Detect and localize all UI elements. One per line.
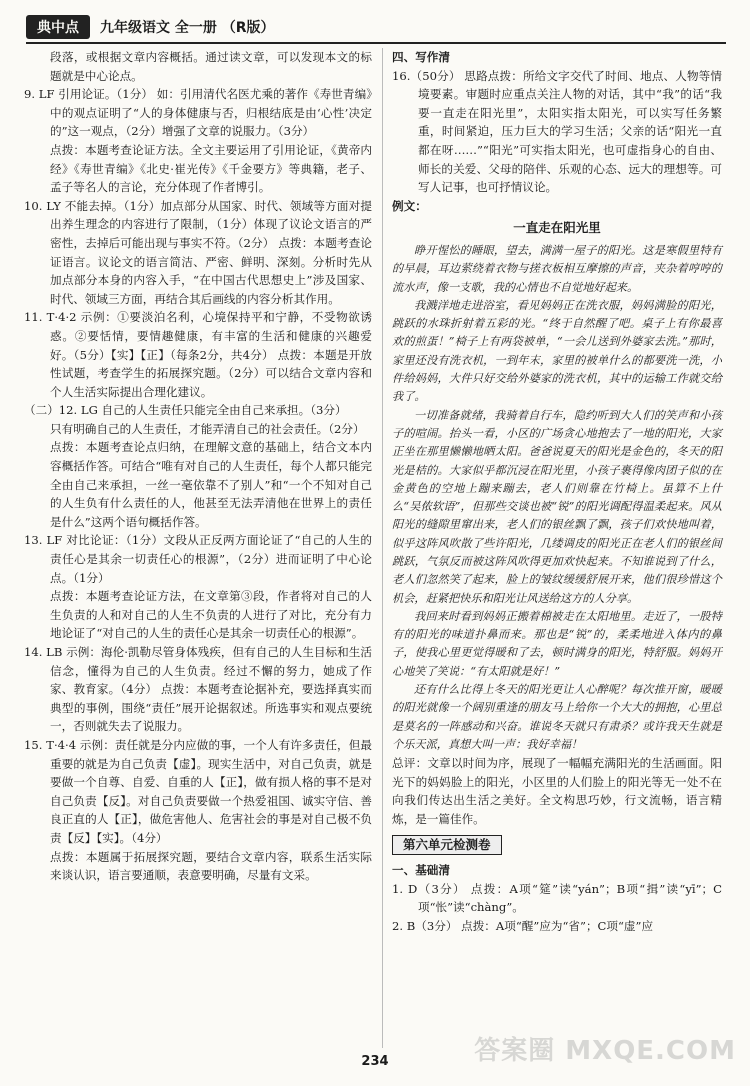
answer-paragraph: 只有明确自己的人生责任，才能弄清自己的社会责任。（2分） — [50, 421, 365, 436]
left-column — [24, 48, 372, 885]
book-title: 九年级语文 全一册 （R版） — [100, 20, 275, 36]
section-heading-writing: 四、写作清 — [392, 50, 450, 64]
answer-paragraph: 点拨：本题考查论证方法。全文主要运用了引用论证，《黄帝内经》《寿世青编》《北史·崔光传》《千金要方》等典籍，老子、孟子等名人的言论，充分体现了作者博引。 — [50, 142, 372, 195]
unit-test-title-text: 第六单元检测卷 — [392, 835, 502, 856]
right-column — [392, 48, 722, 936]
unit-test-title — [392, 835, 722, 856]
essay-paragraph: 我溅洋地走进浴室，看见妈妈正在洗衣服，妈妈满脸的阳光，跳跃的水珠折射着五彩的光。“终于自然醒了吧。桌子上有你最喜欢的煎蛋！”椅子上有两袋被单，“一会儿送到外婆家去洗。”那时，家里还没有洗衣机，一到年末，家里的被单什么的都要洗一洗，小件给妈妈，大件只好交给外婆家的洗衣机，其中的运输工作就交给我了。 — [392, 298, 722, 404]
watermark: 答案圈 MXQE.COM — [474, 1036, 736, 1066]
question-16: 16.（50分） 思路点拨：所给文字交代了时间、地点、人物等情境要素。审题时应重点关注人物的对话，其中“我”的话“我要一直走在阳光里”，太阳实指太阳光，可以实写任务繁重，时间紧迫，压力巨大的学习生活；父亲的话“阳光一直都在呀……”“阳光”可实指太阳光，也可虚指身心的自由、师长的关爱、父母的陪伴、乐观的心态、远大的理想等。可写人记事，也可抒情议论。 — [392, 68, 722, 195]
column-divider — [382, 48, 383, 1048]
answer-paragraph: （二）12. LG 自己的人生责任只能完全由自己来承担。（3分） — [24, 403, 347, 418]
essay-paragraph: 一切准备就绪，我骑着自行车，隐约听到大人们的笑声和小孩子的喧闹。抬头一看，小区的广场贪心地抱去了一地的阳光，大家正坐在那里懒懒地晒太阳。爸爸说夏天的阳光是金色的，冬天的阳光是桔的。大家似乎都沉浸在阳光里，小孩子裹得像肉团子似的在金黄色的空地上蹦来蹦去，老人们则靠在竹椅上。虽算不上什么“吴侬软语”，但那些交谈也被“锐”的阳光调配得温柔起来。风从阳光的缝隙里窜出来，老人们的银丝飘了飘，孩子们欢快地叫着，似乎这阵风吹散了些许阳光，几缕调皮的阳光正在老人们的银丝间跳跃，气氛反而被这阵风吹得更加欢快起来。不知谁说到了什么，老人们忽然笑了起来，脸上的皱纹缓缓舒展开来，他们很珍惜这个机会，赶紧把快乐和阳光让风送给这方的人分享。 — [392, 408, 722, 605]
page-header — [26, 12, 726, 44]
answer-paragraph: 段落，或根据文章内容概括。通过读文章，可以发现本文的标题就是中心论点。 — [50, 50, 372, 83]
answer-paragraph: 11. T·4·2 示例：①要淡泊名利，心境保持平和宁静，不受物欲诱惑。②要恬情，要情趣健康，有丰富的生活和健康的兴趣爱好。（5分）【实】【正】（每条2分，共4分） 点拨：本题是开放性试题，考查学生的拓展探究题。（2分）可以结合文章内容和个人生活实际提出合理化建议。 — [24, 310, 372, 399]
answer-paragraph: 点拨：本题属于拓展探究题，要结合文章内容，联系生活实际来谈认识，语言要通顺，表意要明确，尽量有文采。 — [50, 849, 372, 883]
answer-paragraph: 点拨：本题考查论点归纳，在理解文意的基础上，结合文本内容概括作答。可结合“唯有对自己的人生责任，每个人都只能完全由自己来承担，一丝一毫依靠不了别人”和“一个不知对自己的人生负有什么责任的人，他甚至无法弄清他在世界上的责任是什么”这两个语句概括作答。 — [50, 440, 372, 529]
basic-question-1: 1. D（3分） 点拨：A项“筵”读“yán”；B项“揖”读“yī”；C项“怅”读“chàng”。 — [392, 881, 722, 915]
essay-body — [392, 242, 722, 754]
answer-paragraph: 13. LF 对比论证：（1分）文段从正反两方面论证了“自己的人生的责任心是其余一切责任心的根源”，（2分）进而证明了中心论点。（1分） — [24, 533, 372, 585]
essay-paragraph: 还有什么比得上冬天的阳光更让人心醉呢？每次推开窗，暖暖的阳光就像一个阔别重逢的朋友马上给你一个大大的拥抱，心里总是莫名的一阵感动和兴奋。谁说冬天就只有肃杀？或许我天生就是个乐天派，真想大叫一声：我好幸福！ — [392, 683, 722, 751]
answer-paragraph: 9. LF 引用论证。（1分） 如：引用清代名医尤乘的著作《寿世青编》中的观点证明了“人的身体健康与否，归根结底是由‘心性’决定的”这一观点，（2分）增强了文章的说服力。（3分） — [24, 87, 372, 139]
answer-paragraph: 14. LB 示例：海伦·凯勒尽管身体残疾，但有自己的人生目标和生活信念，懂得为自己的人生负责。经过不懈的努力，她成了作家、教育家。（4分） 点拨：本题考查论据补充，要选择真实而典型的事例，围绕“责任”展开论据叙述。所选事实和观点要统一，否则就失去了说服力。 — [24, 645, 372, 734]
answer-paragraph: 15. T·4·4 示例：责任就是分内应做的事，一个人有许多责任，但最重要的就是为自己负责【虚】。现实生活中，对自己负责，就是要做一个自尊、自爱、自重的人【正】，做有损人格的事不是对自己负责【反】。对自己负责要做一个热爱祖国、诚实守信、善良正直的人【正】，做危害他人、危害社会的事是对自己极不负责【反】【实】。（4分） — [24, 737, 372, 845]
basic-question-2: 2. B（3分） 点拨：A项“醒”应为“省”；C项“虚”应 — [392, 919, 654, 933]
answer-paragraph: 10. LY 不能去掉。（1分）加点部分从国家、时代、领域等方面对提出养生理念的内容进行了限制，（1分）体现了议论文语言的严密性，去掉后可能出现与事实不符。（2分） 点拨：本题考查论证语言。议论文的语言简洁、严密、鲜明、深刻。分析时先从加点部分本身的内容入手，“在中国古代思想史上”涉及国家、时代、领域三方面，再结合其后画线的内容分析其作用。 — [24, 198, 372, 306]
page-number: 234 — [361, 1054, 389, 1069]
example-label: 例文： — [392, 198, 427, 213]
essay-title: 一直走在阳光里 — [513, 220, 601, 236]
essay-paragraph: 睁开惺忪的睡眼，望去，满满一屋子的阳光。这是寒假里特有的早晨，耳边萦绕着衣物与搓衣板相互摩擦的声音，夹杂着哼哼的流水声，像一支歌，我的心情也不自觉地好起来。 — [392, 243, 722, 294]
essay-comment: 总评：文章以时间为序，展现了一幅幅充满阳光的生活画面。阳光下的妈妈脸上的阳光，小区里的人们脸上的阳光等无一处不在向我们传达出生活之美好。全文构思巧妙，行文流畅，语言精炼，是一篇佳作。 — [392, 756, 722, 827]
series-logo: 典中点 — [26, 15, 90, 39]
essay-paragraph: 我回来时看到妈妈正搬着棉被走在太阳地里。走近了，一股特有的阳光的味道扑鼻而来。那也是“锐”的，柔柔地进入体内的鼻子，使我心里更觉得暖和了去，顿时满身的阳光，特舒服。妈妈开心地笑了笑说：“有太阳就是好！” — [392, 609, 722, 678]
answer-paragraph: 点拨：本题考查论证方法，在文章第③段，作者将对自己的人生负责的人和对自己的人生不负责的人进行了对比，充分有力地论证了“对自己的人生的责任心是其余一切责任心的根源”。 — [50, 589, 372, 641]
section-heading-basic: 一、基础清 — [392, 863, 450, 878]
